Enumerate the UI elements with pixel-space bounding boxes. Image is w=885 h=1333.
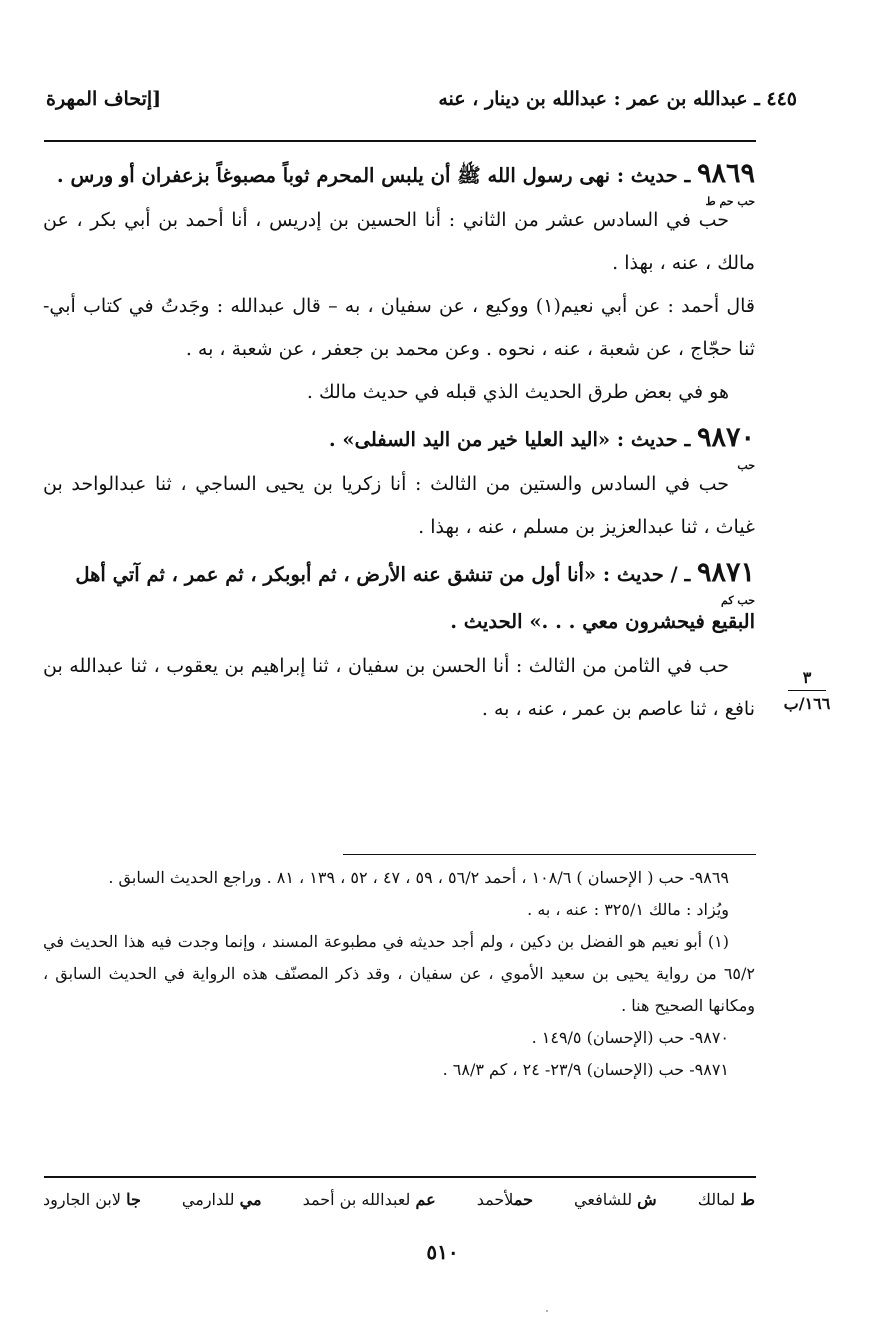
page-number: ٥١٠: [426, 1240, 459, 1264]
hadith-paragraph: هو في بعض طرق الحديث الذي قبله في حديث مالك .: [306, 381, 729, 403]
hadith-number: ٩٨٦٩ حب حم ط: [697, 150, 755, 197]
legend-item: عم لعبدالله بن أحمد: [302, 1190, 436, 1209]
footnotes: [43, 862, 755, 1086]
folio-top: ٣: [802, 668, 812, 687]
footnote: ٩٨٧٠- حب (الإحسان) ١٤٩/٥ .: [531, 1028, 729, 1047]
running-header-book: [إتحاف المهرة: [46, 88, 162, 110]
hadith-paragraph: حب في الثامن من الثالث : أنا الحسن بن سفيان ، ثنا إبراهيم بن يعقوب ، ثنا عبدالله بن نافع ، ثنا عاصم بن عمر ، عنه ، به .: [43, 655, 755, 720]
hadith-sigla: حب كم: [721, 594, 755, 607]
speck: [546, 1310, 548, 1312]
legend-item: جا لابن الجارود: [43, 1190, 141, 1209]
hadith-entry: [43, 414, 755, 549]
footnote: ويُزاد : مالك ٣٢٥/١ : عنه ، به .: [527, 900, 729, 919]
folio-rule: [788, 690, 826, 691]
hadith-title: ـ حديث : نهى رسول الله ﷺ أن يلبس المحرم ثوباً مصبوغاً بزعفران أو ورس .: [56, 164, 691, 187]
legend-item: حملأحمد: [476, 1190, 533, 1209]
hadith-entry: [43, 549, 755, 731]
hadith-paragraph: حب في السادس عشر من الثاني : أنا الحسين بن إدريس ، أنا أحمد بن أبي بكر ، عن مالك ، عنه ، بهذا .: [43, 209, 755, 274]
header-rule: [44, 140, 756, 142]
hadith-title: ـ حديث : «اليد العليا خير من اليد السفلى» .: [328, 428, 691, 451]
sigla-legend: [43, 1190, 755, 1209]
hadith-heading: [43, 150, 755, 208]
footnote: (١) أبو نعيم هو الفضل بن دكين ، ولم أجد حديثه في مطبوعة المسند ، وإنما وجدت فيه هذا الحديث في ٦٥/٢ من رواية يحيى بن سعيد الأموي ، عن سفيان ، وقد ذكر المصنّف هذه الرواية في الحديث السابق ، ومكانها الصحيح هنا .: [43, 932, 755, 1015]
footnote-rule: [343, 854, 756, 855]
hadith-paragraph: حب في السادس والستين من الثالث : أنا زكريا بن يحيى الساجي ، ثنا عبدالواحد بن غياث ، ثنا عبدالعزيز بن مسلم ، عنه ، بهذا .: [43, 473, 755, 538]
manuscript-folio-note: [782, 668, 832, 713]
hadith-entry: [43, 150, 755, 414]
folio-bottom: ١٦٦/ب: [783, 694, 831, 713]
footnote: ٩٨٧١- حب (الإحسان) ٢٣/٩- ٢٤ ، كم ٦٨/٣ .: [442, 1060, 729, 1079]
footnote: ٩٨٦٩- حب ( الإحسان ) ١٠٨/٦ ، أحمد ٥٦/٢ ، ٥٩ ، ٤٧ ، ٥٢ ، ١٣٩ ، ٨١ . وراجع الحديث السابق .: [108, 868, 729, 887]
legend-rule: [44, 1176, 756, 1178]
hadith-number: ٩٨٧١ حب كم: [697, 549, 755, 596]
hadith-sigla: حب حم ط: [705, 195, 755, 208]
legend-item: مي للدارمي: [181, 1190, 262, 1209]
hadith-number: ٩٨٧٠ حب: [697, 414, 755, 461]
hadith-sigla: حب: [737, 459, 755, 472]
legend-item: ط لمالك: [697, 1190, 755, 1209]
hadith-heading: [43, 414, 755, 472]
hadith-title: ـ / حديث : «أنا أول من تنشق عنه الأرض ، ثم أبوبكر ، ثم عمر ، ثم آتي أهل البقيع فيحشرون معي . . .» الحديث .: [75, 563, 755, 633]
hadith-paragraph: قال أحمد : عن أبي نعيم(١) ووكيع ، عن سفيان ، به – قال عبدالله : وجَدتُ في كتاب أبي- ثنا حجّاج ، عن شعبة ، عنه ، نحوه . وعن محمد بن جعفر ، عن شعبة ، به .: [43, 295, 755, 360]
hadith-heading: [43, 549, 755, 645]
running-header-title: ٤٤٥ ـ عبدالله بن عمر : عبدالله بن دينار ، عنه: [438, 88, 797, 110]
legend-item: ش للشافعي: [574, 1190, 657, 1209]
main-text: [43, 150, 755, 731]
